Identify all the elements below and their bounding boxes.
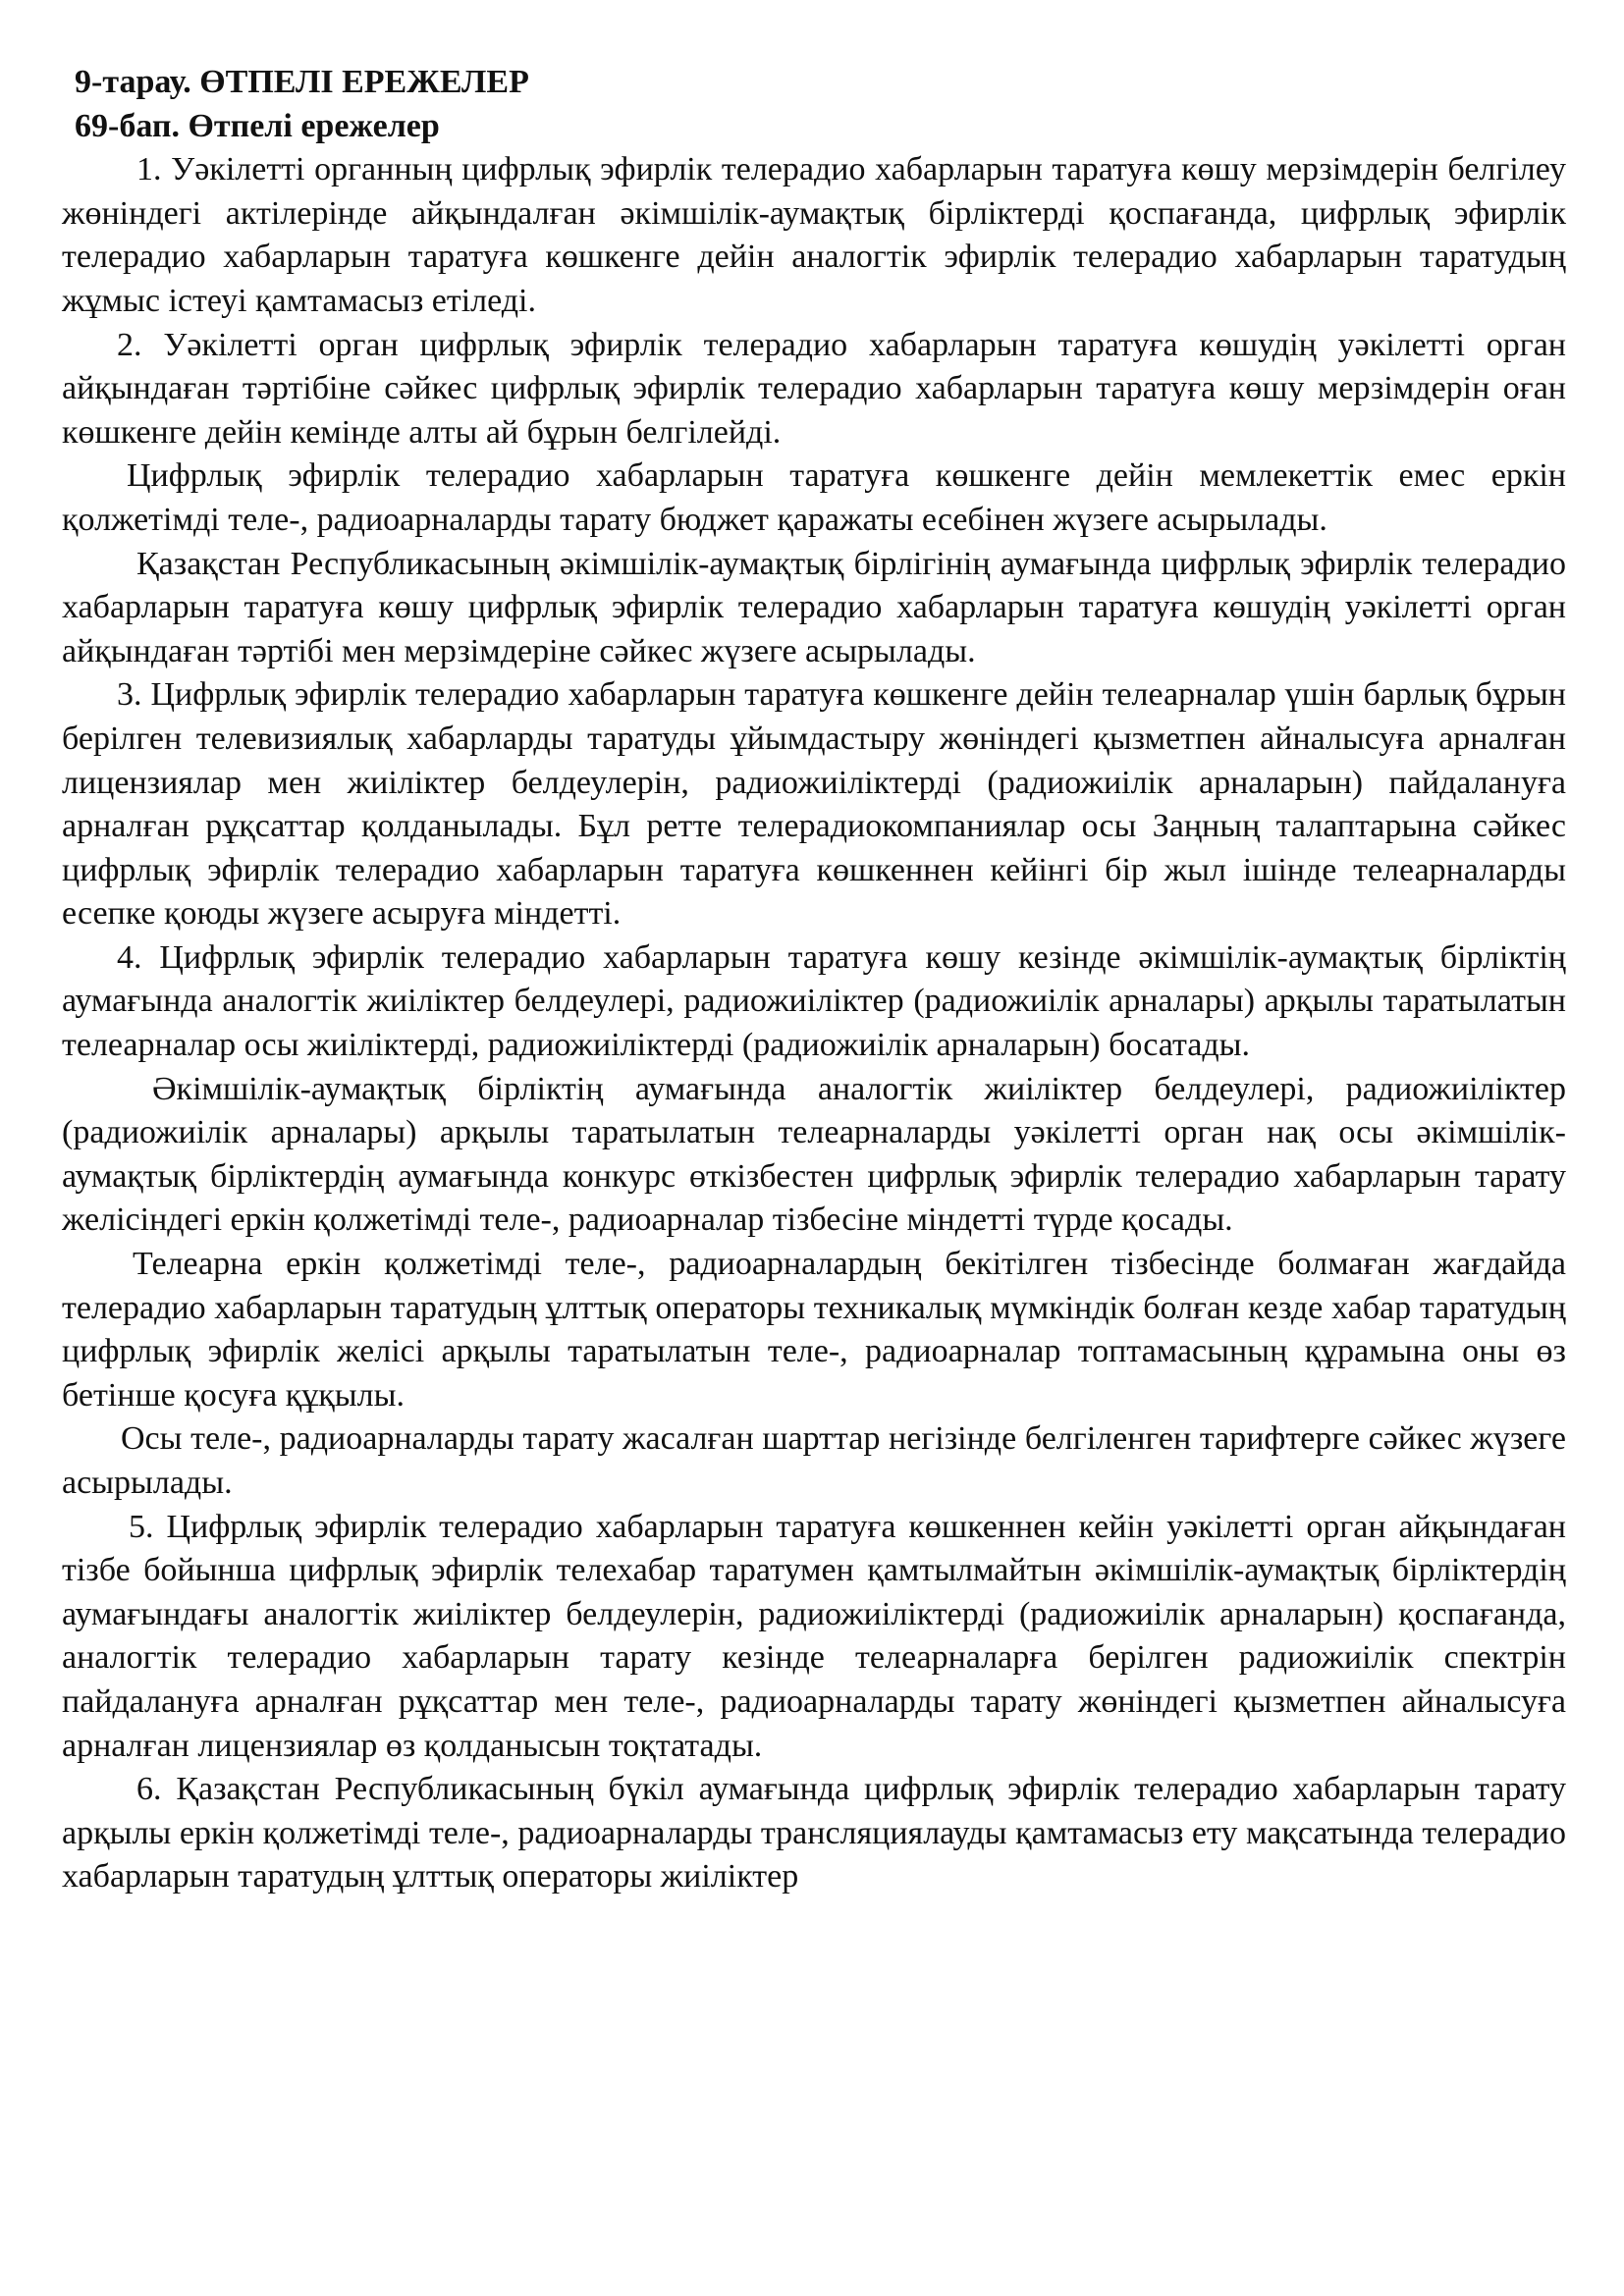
paragraph-4: 4. Цифрлық эфирлік телерадио хабарларын таратуға көшу кезінде әкімшілік-аумақтық бірліктің аумағында аналогтік жиіліктер белдеулері, радиожиіліктер (радиожиілік арналары) арқылы таратылатын телеарналар осы жиіліктерді, радиожиіліктерді (радиожиілік арналарын) босатады. xyxy=(62,938,1566,1064)
paragraph-2-part-3: Қазақстан Республикасының әкімшілік-аумақтық бірлігінің аумағында цифрлық эфирлік телерадио хабарларын таратуға көшу цифрлық эфирлік телерадио хабарларын таратуға көшудің уәкілетті орган айқындаған тәртібі мен мерзімдеріне сәйкес жүзеге асырылады. xyxy=(62,545,1566,669)
paragraph-5: 5. Цифрлық эфирлік телерадио хабарларын таратуға көшкеннен кейін уәкілетті орган айқындаған тізбе бойынша цифрлық эфирлік телехабар таратумен қамтылмайтын әкімшілік-аумақтық бірліктердің аумағындағы аналогтік жиіліктер белдеулерін, радиожиіліктерді (радиожиілік арналарын) қоспағанда, аналогтік телерадио хабарларын тарату кезінде телеарналарға берілген радиожиілік спектрін пайдалануға арналған рұқсаттар мен теле-, радиоарналарды тарату жөніндегі қызметпен айналысуға арналған лицензиялар өз қолданысын тоқтатады. xyxy=(62,1508,1566,1764)
paragraph-3: 3. Цифрлық эфирлік телерадио хабарларын таратуға көшкенге дейін телеарналар үшін барлық бұрын берілген телевизиялық хабарларды таратуды ұйымдастыру жөніндегі қызметпен айналысуға арналған лицензиялар мен жиіліктер белдеулерін, радиожиіліктерді (радиожиілік арналарын) пайдалануға арналған рұқсаттар қолданылады. Бұл ретте телерадиокомпаниялар осы Заңның талаптарына сәйкес цифрлық эфирлік телерадио хабарларын таратуға көшкеннен кейінгі бір жыл ішінде телеарналарды есепке қоюды жүзеге асыруға міндетті. xyxy=(62,676,1566,933)
chapter-title: 9-тарау. ӨТПЕЛІ ЕРЕЖЕЛЕР xyxy=(75,64,529,100)
paragraph-2: 2. Уәкілетті орган цифрлық эфирлік телерадио хабарларын таратуға көшудің уәкілетті орган айқындаған тәртібіне сәйкес цифрлық эфирлік телерадио хабарларын таратуға көшу мерзімдерін оған көшкенге дейін кемінде алты ай бұрын белгілейді. xyxy=(62,326,1566,451)
paragraph-2-part-2: Цифрлық эфирлік телерадио хабарларын таратуға көшкенге дейін мемлекеттік емес еркін қолжетімді теле-, радиоарналарды тарату бюджет қаражаты есебінен жүзеге асырылады. xyxy=(62,457,1566,538)
paragraph-1: 1. Уәкілетті органның цифрлық эфирлік телерадио хабарларын таратуға көшу мерзімдерін белгілеу жөніндегі актілерінде айқындалған әкімшілік-аумақтық бірліктерді қоспағанда, цифрлық эфирлік телерадио хабарларын таратуға көшкенге дейін аналогтік эфирлік телерадио хабарларын таратудың жұмыс істеуі қамтамасыз етіледі. xyxy=(62,151,1566,319)
article-title: 69-бап. Өтпелі ережелер xyxy=(75,107,440,144)
paragraph-4-part-4: Осы теле-, радиоарналарды тарату жасалған шарттар негізінде белгіленген тарифтерге сәйкес жүзеге асырылады. xyxy=(62,1420,1566,1501)
paragraph-4-part-2: Әкімшілік-аумақтық бірліктің аумағында аналогтік жиіліктер белдеулері, радиожиіліктер (радиожиілік арналары) арқылы таратылатын телеарналарды уәкілетті орган нақ осы әкімшілік-аумақтық бірліктердің аумағында конкурс өткізбестен цифрлық эфирлік телерадио хабарларын тарату желісіндегі еркін қолжетімді теле-, радиоарналар тізбесіне міндетті түрде қосады. xyxy=(62,1070,1566,1239)
paragraph-4-part-3: Телеарна еркін қолжетімді теле-, радиоарналардың бекітілген тізбесінде болмаған жағдайда телерадио хабарларын таратудың ұлттық операторы техникалық мүмкіндік болған кезде хабар таратудың цифрлық эфирлік желісі арқылы таратылатын теле-, радиоарналар топтамасының құрамына оны өз бетінше қосуға құқылы. xyxy=(62,1246,1566,1414)
document-page xyxy=(62,61,1566,1899)
paragraph-6: 6. Қазақстан Республикасының бүкіл аумағында цифрлық эфирлік телерадио хабарларын тарату арқылы еркін қолжетімді теле-, радиоарналарды трансляциялауды қамтамасыз ету мақсатында телерадио хабарларын таратудың ұлттық операторы жиіліктер xyxy=(62,1771,1566,1896)
